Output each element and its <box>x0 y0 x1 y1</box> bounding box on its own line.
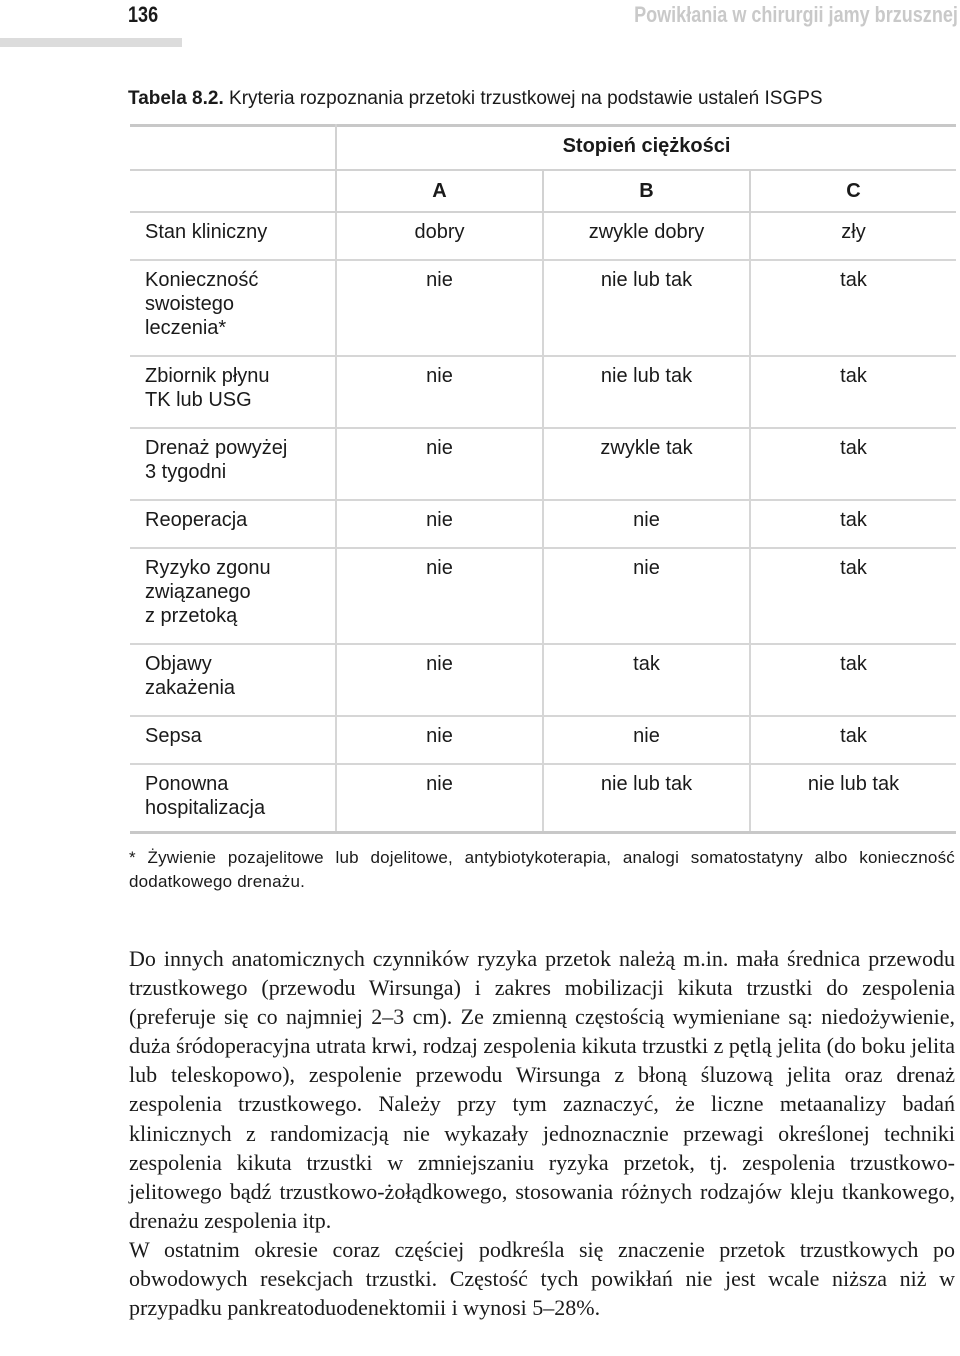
running-title: Powikłania w chirurgii jamy brzusznej <box>634 2 958 27</box>
row-label: Konieczność swoistego leczenia* <box>145 269 259 339</box>
table-caption-label: Tabela 8.2. <box>128 88 224 109</box>
table-caption <box>128 88 823 110</box>
cell-grade-a: nie <box>335 765 542 831</box>
header-rule <box>0 38 182 47</box>
cell-grade-c: tak <box>749 717 956 763</box>
cell-grade-c: tak <box>749 501 956 547</box>
cell-grade-b: nie lub tak <box>542 357 749 427</box>
table-row <box>130 261 956 357</box>
table-footnote: * Żywienie pozajelitowe lub dojelitowe, antybiotykoterapia, analogi somatostatyny albo konieczność dodatkowego drenażu. <box>129 848 955 891</box>
cell-grade-c: tak <box>749 549 956 643</box>
cell-grade-c: tak <box>749 645 956 715</box>
grade-header-c: C <box>749 171 956 211</box>
cell-grade-b: nie <box>542 549 749 643</box>
row-label: Stan kliniczny <box>145 221 268 243</box>
cell-grade-b: tak <box>542 645 749 715</box>
cell-grade-a: nie <box>335 357 542 427</box>
cell-grade-a: nie <box>335 501 542 547</box>
table-row <box>130 765 956 831</box>
grade-header-empty <box>130 171 335 211</box>
cell-grade-b: nie lub tak <box>542 765 749 831</box>
page-number: 136 <box>128 2 159 27</box>
row-label: Objawy zakażenia <box>145 653 236 699</box>
table-row <box>130 645 956 717</box>
table-bottom-rule <box>130 831 956 834</box>
cell-grade-a: nie <box>335 645 542 715</box>
cell-grade-c: tak <box>749 429 956 499</box>
table-row <box>130 501 956 549</box>
table-row <box>130 549 956 645</box>
paragraph: Do innych anatomicznych czynników ryzyka przetok należą m.in. mała średnica przewodu trzustkowego (przewodu Wirsunga) i zakres mobilizacji kikuta trzustki do zespolenia (preferuje się co najmniej 2–3 cm). Ze zmienną częstością wymieniane są: niedożywienie, duża śródoperacyjna utrata krwi, rodzaj zespolenia kikuta trzustki z pętlą jelita (do boku jelita lub teleskopowo), zespolenie przewodu Wirsunga z błoną śluzową jelita oraz drenaż zespolenia trzustkowego. Należy przy tym zaznaczyć, że liczne metaanalizy badań klinicznych z randomizacją nie wykazały jednoznacznie przewagi określonej techniki zespolenia kikuta trzustki w zmniejszaniu ryzyka przetok, tj. zespolenia trzustkowo-jelitowego bądź trzustkowo-żołądkowego, stosowania różnych rodzajów kleju tkankowego, drenażu zespolenia itp. <box>129 946 955 1233</box>
cell-grade-b: zwykle tak <box>542 429 749 499</box>
row-label: Drenaż powyżej 3 tygodni <box>145 437 288 483</box>
cell-grade-c: tak <box>749 261 956 355</box>
cell-grade-b: zwykle dobry <box>542 213 749 259</box>
row-label: Ryzyko zgonu związanego z przetoką <box>145 557 271 627</box>
cell-grade-c: nie lub tak <box>749 765 956 831</box>
cell-grade-b: nie lub tak <box>542 261 749 355</box>
row-label: Reoperacja <box>145 509 248 531</box>
grade-header-row <box>130 169 956 213</box>
table-row <box>130 357 956 429</box>
grade-header-b: B <box>542 171 749 211</box>
cell-grade-a: nie <box>335 717 542 763</box>
paragraph: W ostatnim okresie coraz częściej podkreśla się znaczenie przetok trzustkowych po obwodowych resekcjach trzustki. Częstość tych powikłań nie jest wcale niższa niż w przypadku pankreatoduodenektomii i wynosi 5–28%. <box>129 1236 955 1321</box>
row-label: Sepsa <box>145 725 202 747</box>
cell-grade-b: nie <box>542 717 749 763</box>
table-row <box>130 429 956 501</box>
cell-grade-c: tak <box>749 357 956 427</box>
cell-grade-c: zły <box>749 213 956 259</box>
cell-grade-a: nie <box>335 261 542 355</box>
grade-header-a: A <box>335 171 542 211</box>
table-row <box>130 213 956 261</box>
row-label: Ponowna hospitalizacja <box>145 773 266 819</box>
body-text <box>129 944 955 1322</box>
row-label: Zbiornik płynu TK lub USG <box>145 365 270 411</box>
cell-grade-b: nie <box>542 501 749 547</box>
cell-grade-a: nie <box>335 429 542 499</box>
cell-grade-a: nie <box>335 549 542 643</box>
table-caption-text: Kryteria rozpoznania przetoki trzustkowej na podstawie ustaleń ISGPS <box>229 88 823 109</box>
cell-grade-a: dobry <box>335 213 542 259</box>
severity-header: Stopień ciężkości <box>335 124 956 169</box>
table-row <box>130 717 956 765</box>
